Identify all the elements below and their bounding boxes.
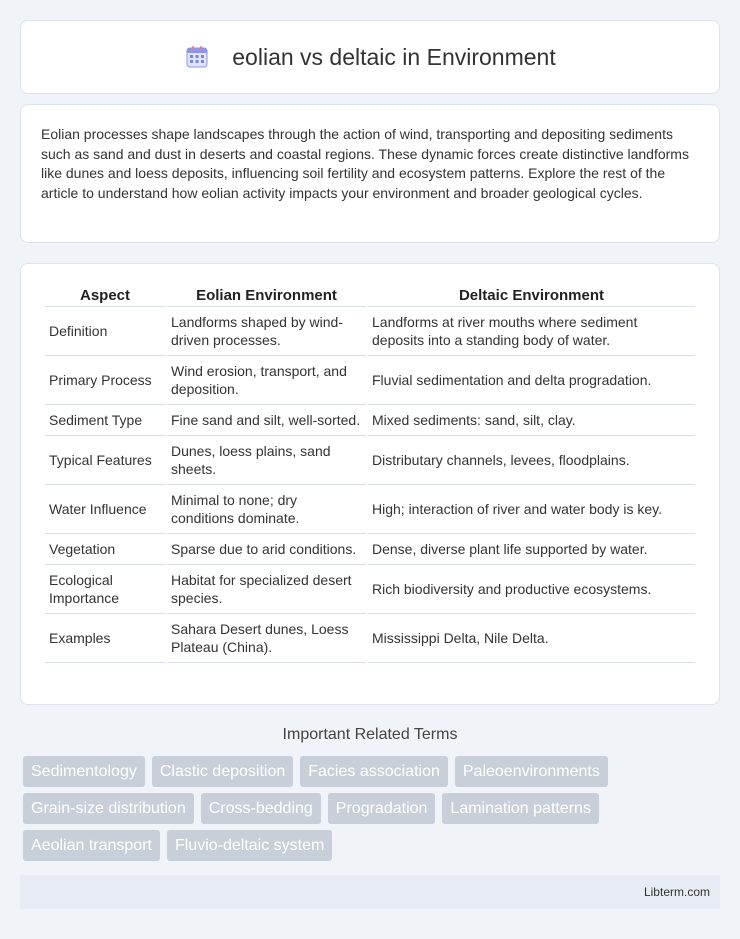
row-aspect: Vegetation: [45, 534, 165, 565]
tag-aeolian-transport[interactable]: Aeolian transport: [23, 830, 160, 861]
header-deltaic: Deltaic Environment: [368, 284, 695, 307]
table-row: [45, 356, 695, 405]
intro-card: [20, 104, 720, 243]
comparison-table-card: [20, 263, 720, 705]
row-aspect: Primary Process: [45, 356, 165, 405]
row-deltaic: Dense, diverse plant life supported by water.: [368, 534, 695, 565]
row-deltaic: Landforms at river mouths where sediment deposits into a standing body of water.: [368, 307, 695, 356]
table-header-row: [45, 284, 695, 307]
row-aspect: Water Influence: [45, 485, 165, 534]
row-deltaic: Distributary channels, levees, floodplains.: [368, 436, 695, 485]
tag-facies-association[interactable]: Facies association: [300, 756, 448, 787]
row-eolian: Minimal to none; dry conditions dominate.: [167, 485, 366, 534]
row-eolian: Habitat for specialized desert species.: [167, 565, 366, 614]
row-deltaic: Mississippi Delta, Nile Delta.: [368, 614, 695, 663]
tag-fluvio-deltaic-system[interactable]: Fluvio-deltaic system: [167, 830, 332, 861]
table-row: [45, 485, 695, 534]
row-aspect: Sediment Type: [45, 405, 165, 436]
row-deltaic: Mixed sediments: sand, silt, clay.: [368, 405, 695, 436]
row-aspect: Ecological Importance: [45, 565, 165, 614]
tag-grain-size-distribution[interactable]: Grain-size distribution: [23, 793, 194, 824]
tag-lamination-patterns[interactable]: Lamination patterns: [442, 793, 599, 824]
calendar-grid-icon: [184, 44, 210, 70]
footer-site-link[interactable]: Libterm.com: [643, 885, 710, 899]
title-card: [20, 20, 720, 94]
table-row: [45, 614, 695, 663]
row-aspect: Examples: [45, 614, 165, 663]
row-eolian: Dunes, loess plains, sand sheets.: [167, 436, 366, 485]
page-title: eolian vs deltaic in Environment: [232, 43, 556, 70]
tag-paleoenvironments[interactable]: Paleoenvironments: [455, 756, 608, 787]
row-eolian: Landforms shaped by wind-driven processes.: [167, 307, 366, 356]
table-row: [45, 436, 695, 485]
table-row: [45, 565, 695, 614]
row-eolian: Wind erosion, transport, and deposition.: [167, 356, 366, 405]
intro-paragraph: Eolian processes shape landscapes through the action of wind, transporting and depositing sediments such as sand and dust in deserts and coastal regions. These dynamic forces create distinctive landforms like dunes and loess deposits, influencing soil fertility and ecosystem patterns. Explore the rest of the article to understand how eolian activity impacts your environment and broader geological cycles.: [41, 126, 689, 201]
related-terms-tags: [23, 756, 723, 867]
tag-sedimentology[interactable]: Sedimentology: [23, 756, 145, 787]
tag-clastic-deposition[interactable]: Clastic deposition: [152, 756, 293, 787]
row-aspect: Definition: [45, 307, 165, 356]
table-row: [45, 307, 695, 356]
row-eolian: Sparse due to arid conditions.: [167, 534, 366, 565]
header-eolian: Eolian Environment: [167, 284, 366, 307]
comparison-table: [43, 284, 697, 663]
row-aspect: Typical Features: [45, 436, 165, 485]
header-aspect: Aspect: [45, 284, 165, 307]
table-row: [45, 534, 695, 565]
row-eolian: Fine sand and silt, well-sorted.: [167, 405, 366, 436]
row-eolian: Sahara Desert dunes, Loess Plateau (China).: [167, 614, 366, 663]
tag-progradation[interactable]: Progradation: [328, 793, 436, 824]
related-terms-title: Important Related Terms: [282, 726, 458, 743]
footer: [20, 875, 720, 909]
tag-cross-bedding[interactable]: Cross-bedding: [201, 793, 321, 824]
row-deltaic: Rich biodiversity and productive ecosystems.: [368, 565, 695, 614]
table-row: [45, 405, 695, 436]
row-deltaic: Fluvial sedimentation and delta progradation.: [368, 356, 695, 405]
row-deltaic: High; interaction of river and water body is key.: [368, 485, 695, 534]
